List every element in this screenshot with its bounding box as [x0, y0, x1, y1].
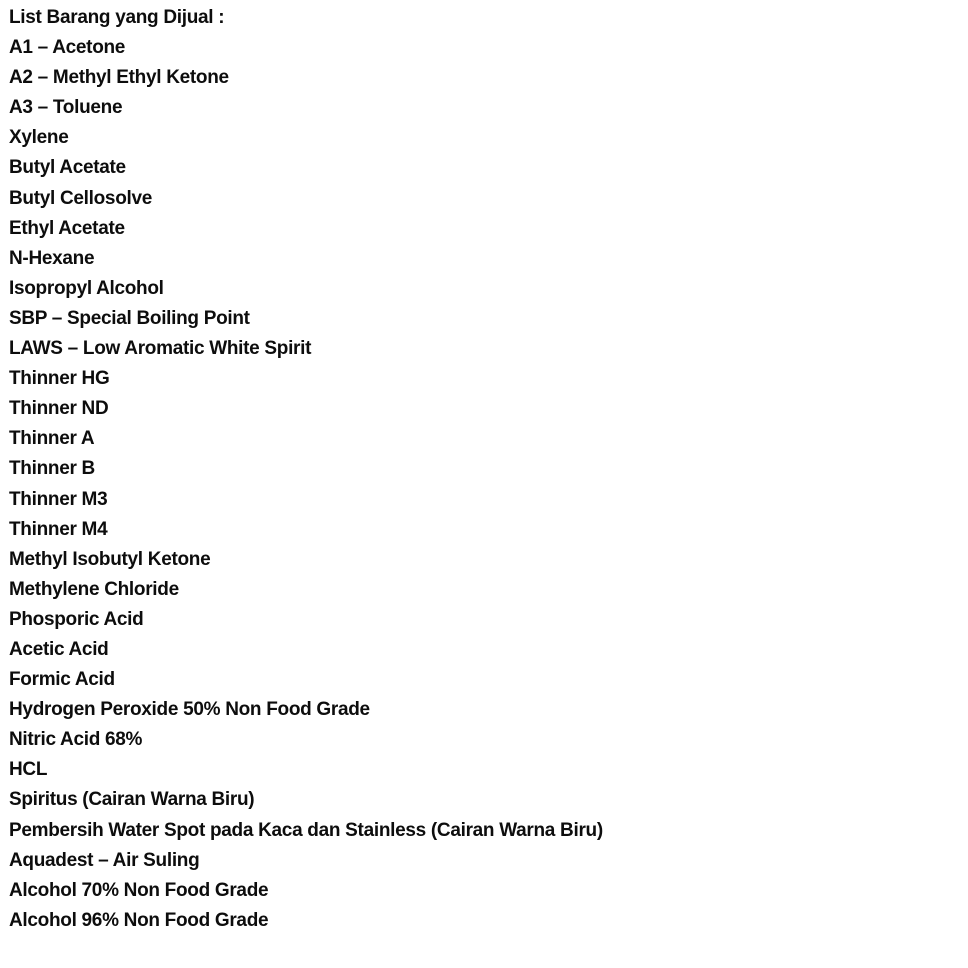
page-title: List Barang yang Dijual :	[9, 7, 225, 28]
list-item: Thinner B	[9, 458, 95, 480]
list-item: Butyl Cellosolve	[9, 187, 153, 209]
list-item: Methylene Chloride	[9, 578, 179, 600]
list-item: Alcohol 96% Non Food Grade	[9, 909, 269, 931]
list-item: Ethyl Acetate	[9, 217, 125, 239]
list-item: Formic Acid	[9, 669, 115, 691]
list-item: A1 – Acetone	[9, 37, 126, 59]
list-item: Alcohol 70% Non Food Grade	[9, 879, 269, 901]
list-item: Nitric Acid 68%	[9, 729, 143, 751]
list-item: Butyl Acetate	[9, 157, 126, 179]
list-item: Thinner A	[9, 428, 95, 450]
list-item: Methyl Isobutyl Ketone	[9, 548, 211, 570]
list-item: Pembersih Water Spot pada Kaca dan Stainless (Cairan Warna Biru)	[9, 819, 603, 841]
list-item: Thinner M3	[9, 488, 108, 510]
list-item: A3 – Toluene	[9, 97, 123, 119]
list-item: Isopropyl Alcohol	[9, 277, 164, 299]
list-item: Aquadest – Air Suling	[9, 849, 200, 871]
list-item: Thinner M4	[9, 518, 108, 540]
list-item: HCL	[9, 759, 48, 781]
list-item: Hydrogen Peroxide 50% Non Food Grade	[9, 699, 370, 721]
product-list	[9, 33, 960, 936]
list-item: Acetic Acid	[9, 638, 109, 660]
list-item: Thinner ND	[9, 398, 109, 420]
list-item: LAWS – Low Aromatic White Spirit	[9, 338, 312, 360]
list-item: N-Hexane	[9, 247, 95, 269]
list-item: SBP – Special Boiling Point	[9, 307, 250, 329]
list-item: Spiritus (Cairan Warna Biru)	[9, 789, 255, 811]
list-item: A2 – Methyl Ethyl Ketone	[9, 67, 229, 89]
list-item: Phosporic Acid	[9, 608, 144, 630]
list-item: Xylene	[9, 127, 69, 149]
list-item: Thinner HG	[9, 368, 110, 390]
